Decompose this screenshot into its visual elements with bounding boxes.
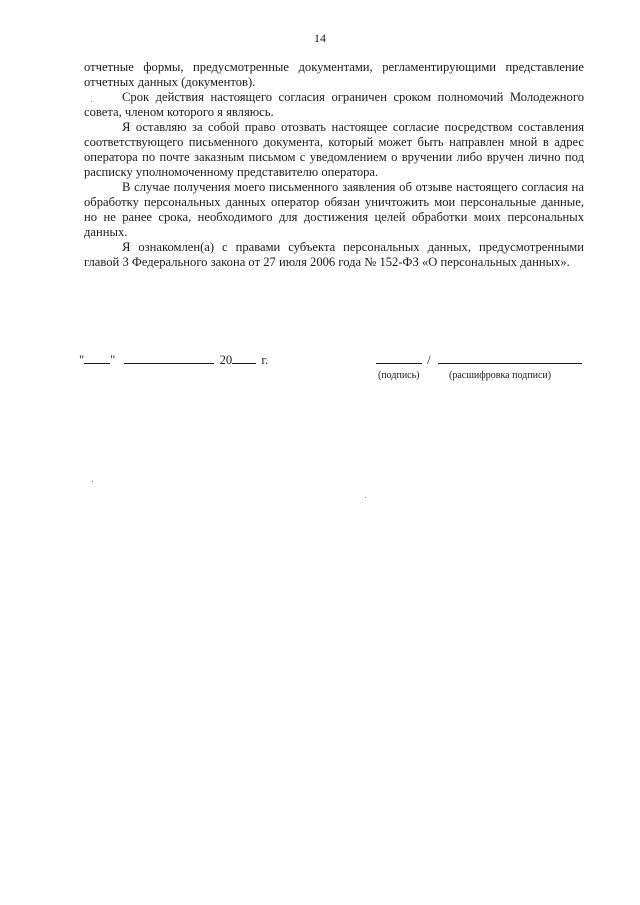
signature-caption: (подпись)	[378, 370, 420, 381]
month-blank	[124, 351, 214, 364]
paragraph-reporting-forms: отчетные формы, предусмотренные документами, регламентирующими представление отчетных данных (документов).	[84, 60, 584, 89]
transcript-caption: (расшифровка подписи)	[449, 370, 552, 381]
scan-speck	[92, 481, 93, 482]
page-number: 14	[314, 31, 326, 45]
date-quote-open: "	[79, 353, 85, 367]
paragraph-right-to-revoke: Я оставляю за собой право отозвать настоящее согласие посредством составления соответствующего письменного документа, который может быть направлен мной в адрес оператора по почте заказным письмом с уведомлением о вручении либо вручен лично под расписку уполномоченному представителю оператора.	[84, 120, 584, 179]
signature-line	[376, 351, 582, 368]
signature-blank	[376, 351, 422, 364]
transcript-blank	[438, 351, 582, 364]
paragraph-consent-validity: Срок действия настоящего согласия ограничен сроком полномочий Молодежного совета, членом которого я являюсь.	[84, 90, 584, 119]
year-prefix: 20	[219, 353, 233, 367]
scan-speck	[91, 101, 92, 102]
scan-speck	[365, 497, 366, 498]
year-blank	[232, 351, 256, 364]
paragraph-data-destruction: В случае получения моего письменного заявления об отзыве настоящего согласия на обработку персональных данных оператор обязан уничтожить мои персональные данные, но не ранее срока, необходимого для достижения целей обработки моих персональных данных.	[84, 180, 584, 239]
day-blank	[84, 351, 110, 364]
document-body	[84, 60, 584, 270]
signature-separator: /	[427, 353, 431, 367]
date-line	[79, 351, 268, 368]
paragraph-acknowledgement: Я ознакомлен(а) с правами субъекта персональных данных, предусмотренными главой 3 Федерального закона от 27 июля 2006 года № 152-ФЗ «О персональных данных».	[84, 240, 584, 269]
year-suffix: г.	[261, 353, 269, 367]
date-quote-close: "	[110, 353, 116, 367]
